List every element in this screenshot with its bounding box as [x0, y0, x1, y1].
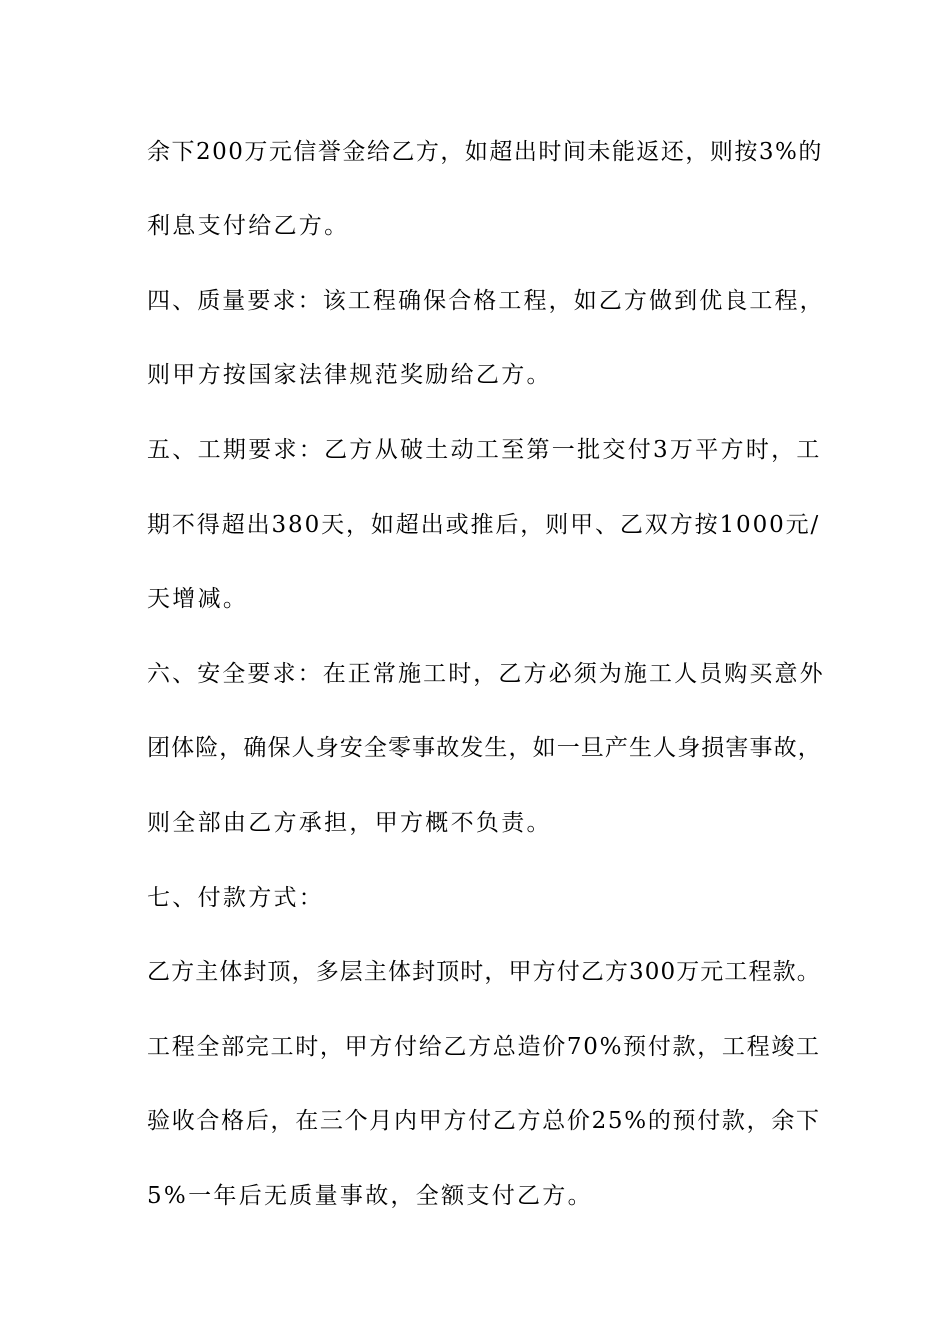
text-line-10: 则全部由乙方承担，甲方概不负责。 [147, 810, 552, 836]
text-line-5: 五、工期要求：乙方从破土动工至第一批交付3万平方时，工 [147, 437, 822, 463]
text-line-15: 5%一年后无质量事故，全额支付乙方。 [147, 1183, 593, 1209]
text-line-14: 验收合格后，在三个月内甲方付乙方总价25%的预付款，余下 [147, 1108, 821, 1134]
text-line-6: 期不得超出380天，如超出或推后，则甲、乙双方按1000元/ [147, 512, 821, 538]
text-line-1: 余下200万元信誉金给乙方，如超出时间未能返还，则按3%的 [147, 139, 823, 165]
text-line-12: 乙方主体封顶，多层主体封顶时，甲方付乙方300万元工程款。 [147, 959, 821, 985]
text-line-8: 六、安全要求：在正常施工时，乙方必须为施工人员购买意外 [147, 661, 825, 687]
text-line-2: 利息支付给乙方。 [147, 213, 350, 239]
text-line-4: 则甲方按国家法律规范奖励给乙方。 [147, 362, 552, 388]
text-line-13: 工程全部完工时，甲方付给乙方总造价70%预付款，工程竣工 [147, 1034, 821, 1060]
text-line-3: 四、质量要求：该工程确保合格工程，如乙方做到优良工程， [147, 288, 825, 314]
text-line-11: 七、付款方式： [147, 885, 325, 911]
text-line-7: 天增减。 [147, 586, 249, 612]
text-line-9: 团体险，确保人身安全零事故发生，如一旦产生人身损害事故， [147, 735, 822, 761]
